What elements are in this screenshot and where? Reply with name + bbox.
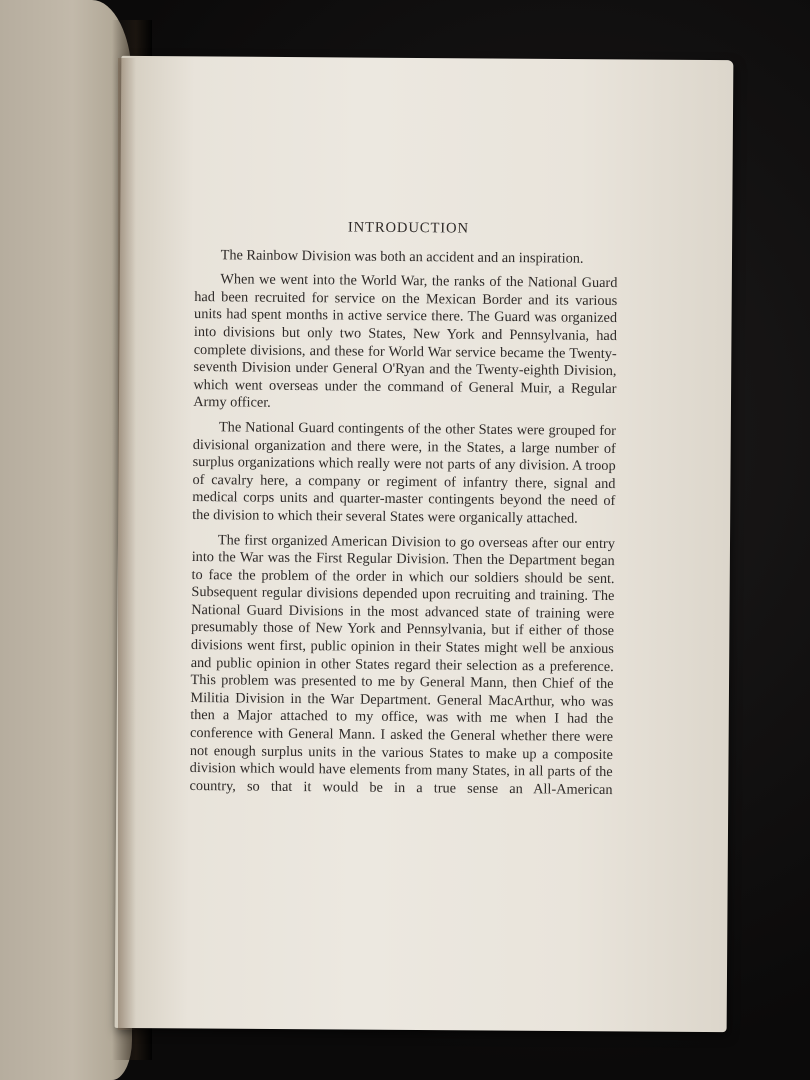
page-text: [189, 218, 618, 806]
paragraph: The Rainbow Division was both an accident and an inspiration.: [220, 246, 584, 267]
paragraph: When we went into the World War, the ranks of the National Guard had been recruited for service on the Mexican Border and its various units had spent months in active service there. The Guard was organized into divisions but only two States, New York and Pennsylvania, had complete divisions, and these for World War service became the Twenty-seventh Division under General O'Ryan and the Twenty-eighth Division, which went overseas under the command of General Muir, a Regular Army officer.: [193, 271, 618, 412]
page-heading: INTRODUCTION: [347, 219, 470, 237]
paragraph: The first organized American Division to go overseas after our entry into the War was the First Regular Division. Then the Department began to face the problem of the order in which our soldiers should be sent. Subsequent regular divisions depended upon recruiting and training. The National Guard Divisions in the most advanced state of training were presumably those of New York and Pennsylvania, but if either of those divisions went first, public opinion in their States might well be anxious and public opinion in other States regard their selection as a preference. This problem was presented to me by General Mann, then Chief of the Militia Division in the War Department. General MacArthur, who was then a Major attached to my office, was with me when I had the conference with General Mann. I asked the General whether there were not enough surplus units in the various States to make up a composite division which would have elements from many States, in all parts of the country, so that it would be in a true sense an All-American: [189, 531, 615, 798]
page-binding-edge: [118, 58, 136, 1030]
paragraph: The National Guard contingents of the other States were grouped for divisional organization and there were, in the States, a large number of surplus organizations which really were not parts of any division. A troop of cavalry here, a company or regiment of infantry there, signal and medical corps units and quarter-master contingents beyond the need of the division to which their several States were organically attached.: [192, 419, 617, 527]
